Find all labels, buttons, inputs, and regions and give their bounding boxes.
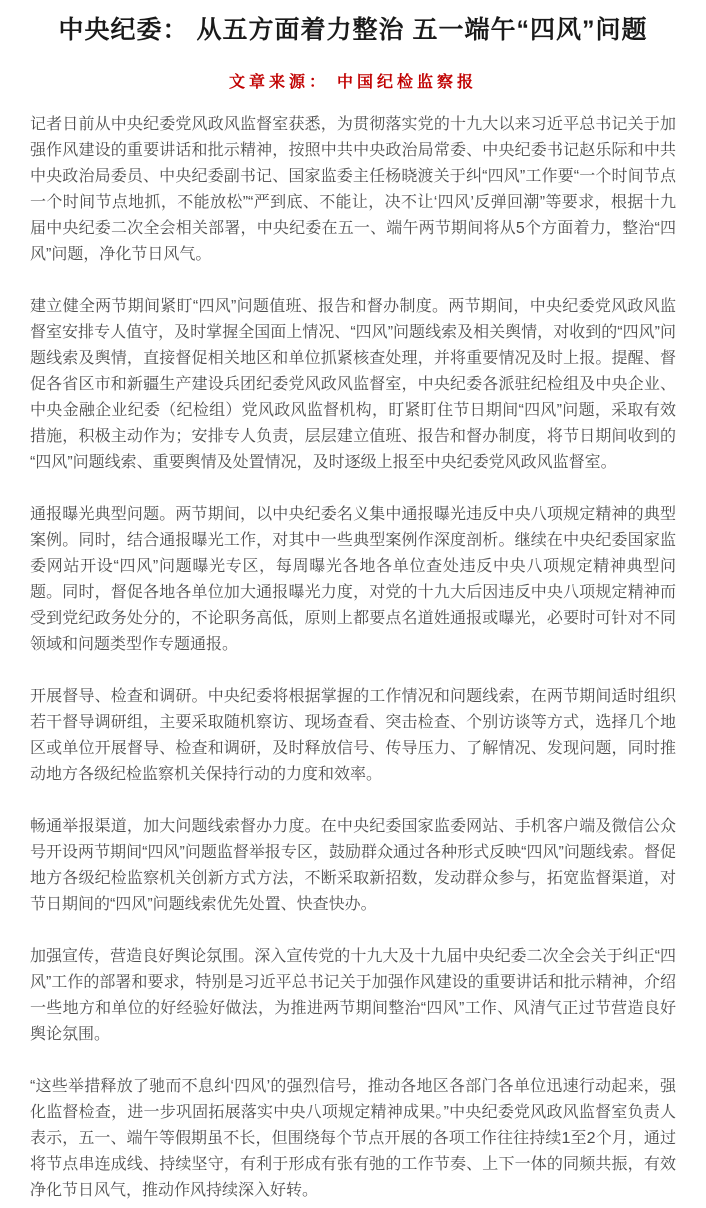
article-paragraph: 通报曝光典型问题。两节期间，以中央纪委名义集中通报曝光违反中央八项规定精神的典型案例。同时，结合通报曝光工作，对其中一些典型案例作深度剖析。继续在中央纪委国家监委网站开设“四风”问题曝光专区，每周曝光各地各单位查处违反中央八项规定精神典型问题。同时，督促各地各单位加大通报曝光力度，对党的十九大后因违反中央八项规定精神而受到党纪政务处分的，不论职务高低，原则上都要点名道姓通报或曝光，必要时可针对不同领域和问题类型作专题通报。: [30, 506, 676, 653]
article-body: [30, 112, 676, 1204]
article-paragraph: 畅通举报渠道，加大问题线索督办力度。在中央纪委国家监委网站、手机客户端及微信公众号开设两节期间“四风”问题监督举报专区，鼓励群众通过各种形式反映“四风”问题线索。督促地方各级纪检监察机关创新方式方法，不断采取新招数，发动群众参与，拓宽监督渠道，对节日期间的“四风”问题线索优先处置、快查快办。: [30, 818, 676, 913]
article-title: 中央纪委： 从五方面着力整治 五一端午“四风”问题: [58, 16, 648, 44]
article-source-label: 文章来源： 中国纪检监察报: [228, 74, 477, 91]
article-paragraph: 记者日前从中央纪委党风政风监督室获悉，为贯彻落实党的十九大以来习近平总书记关于加强作风建设的重要讲话和批示精神，按照中共中央政治局常委、中央纪委书记赵乐际和中共中央政治局委员、中央纪委副书记、国家监委主任杨晓渡关于纠“四风”工作要“一个时间节点一个时间节点地抓，不能放松”“严到底、不能让，决不让‘四风’反弹回潮”等要求，根据十九届中央纪委二次全会相关部署，中央纪委在五一、端午两节期间将从5个方面着力，整治“四风”问题，净化节日风气。: [30, 116, 676, 263]
article-paragraph: 开展督导、检查和调研。中央纪委将根据掌握的工作情况和问题线索，在两节期间适时组织若干督导调研组，主要采取随机察访、现场查看、突击检查、个别访谈等方式，选择几个地区或单位开展督导、检查和调研，及时释放信号、传导压力、了解情况、发现问题，同时推动地方各级纪检监察机关保持行动的力度和效率。: [30, 688, 676, 783]
article-paragraph: “这些举措释放了驰而不息纠‘四风’的强烈信号，推动各地区各部门各单位迅速行动起来，强化监督检查，进一步巩固拓展落实中央八项规定精神成果。”中央纪委党风政风监督室负责人表示，五一、端午等假期虽不长，但围绕每个节点开展的各项工作往往持续1至2个月，通过将节点串连成线、持续坚守，有利于形成有张有弛的工作节奏、上下一体的同频共振，有效净化节日风气，推动作风持续深入好转。: [30, 1078, 676, 1199]
article-paragraph: 加强宣传，营造良好舆论氛围。深入宣传党的十九大及十九届中央纪委二次全会关于纠正“四风”工作的部署和要求，特别是习近平总书记关于加强作风建设的重要讲话和批示精神，介绍一些地方和单位的好经验好做法，为推进两节期间整治“四风”工作、风清气正过节营造良好舆论氛围。: [30, 948, 676, 1043]
article-paragraph: 建立健全两节期间紧盯“四风”问题值班、报告和督办制度。两节期间，中央纪委党风政风监督室安排专人值守，及时掌握全国面上情况、“四风”问题线索及相关舆情，对收到的“四风”问题线索及舆情，直接督促相关地区和单位抓紧核查处理，并将重要情况及时上报。提醒、督促各省区市和新疆生产建设兵团纪委党风政风监督室，中央纪委各派驻纪检组及中央企业、中央金融企业纪委（纪检组）党风政风监督机构，盯紧盯住节日期间“四风”问题，采取有效措施，积极主动作为；安排专人负责，层层建立值班、报告和督办制度，将节日期间收到的“四风”问题线索、重要舆情及处置情况，及时逐级上报至中央纪委党风政风监督室。: [30, 298, 676, 471]
